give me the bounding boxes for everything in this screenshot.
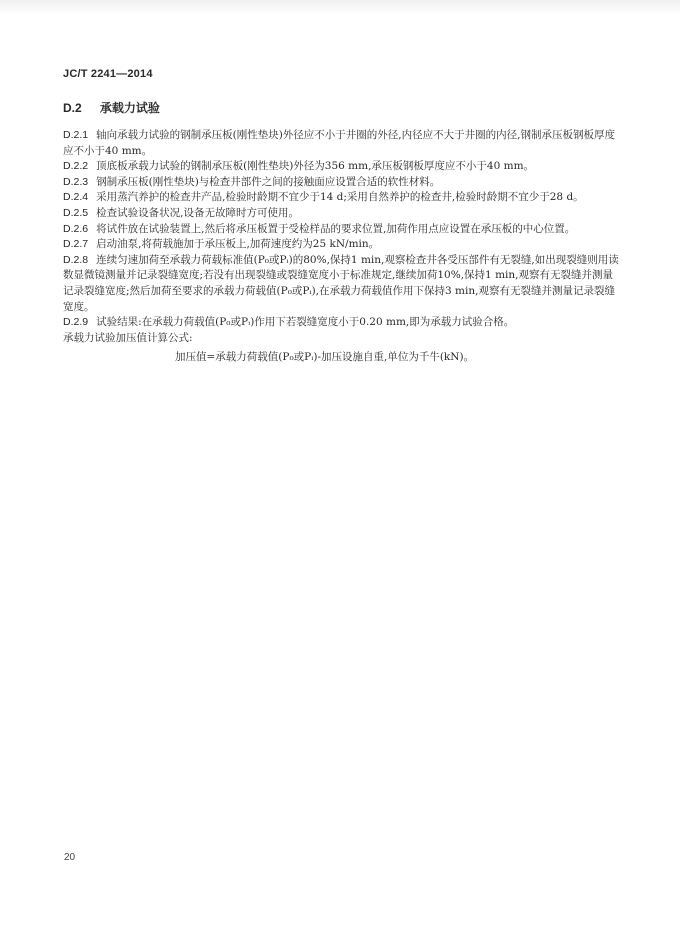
scan-edge-shadow bbox=[0, 0, 680, 14]
section-title: 承载力试验 bbox=[99, 101, 160, 115]
load-formula: 加压值=承载力荷载值(P₀或Pᵢ)-加压设施自重,单位为千牛(kN)。 bbox=[175, 351, 475, 364]
clause-number: D.2.9 bbox=[63, 316, 89, 329]
clause-text: 钢制承压板(刚性垫块)与检查井部件之间的接触面应设置合适的软性材料。 bbox=[96, 175, 441, 188]
clause-number: D.2.8 bbox=[63, 253, 89, 266]
clause-text: 轴向承载力试验的钢制承压板(刚性垫块)外径应不小于井圈的外径,内径应不大于井圈的内径,钢制承压板钢板厚度应不小于40 mm。 bbox=[63, 129, 615, 157]
page-number: 20 bbox=[64, 852, 76, 863]
clause-d-2-5 bbox=[63, 206, 623, 222]
section-number: D.2 bbox=[63, 101, 82, 115]
clause-d-2-7 bbox=[63, 237, 623, 253]
clause-d-2-3 bbox=[63, 175, 623, 191]
clause-d-2-4 bbox=[63, 190, 623, 206]
clause-number: D.2.4 bbox=[63, 191, 89, 204]
clause-d-2-1 bbox=[63, 128, 623, 159]
calc-formula-label: 承载力试验加压值计算公式: bbox=[63, 331, 193, 344]
section-heading bbox=[63, 99, 160, 116]
clause-number: D.2.6 bbox=[63, 222, 89, 235]
clause-d-2-8 bbox=[63, 253, 623, 315]
clause-text: 顶底板承载力试验的钢制承压板(刚性垫块)外径为356 mm,承压板钢板厚度应不小于40 mm。 bbox=[96, 160, 535, 173]
clause-text: 采用蒸汽养护的检查井产品,检验时龄期不宜少于14 d;采用自然养护的检查井,检验时龄期不宜少于28 d。 bbox=[96, 191, 584, 204]
clause-number: D.2.7 bbox=[63, 238, 89, 251]
clause-text: 将试件放在试验装置上,然后将承压板置于受检样品的要求位置,加荷作用点应设置在承压板的中心位置。 bbox=[96, 222, 576, 235]
clause-text: 检查试验设备状况,设备无故障时方可使用。 bbox=[96, 206, 299, 219]
clause-number: D.2.1 bbox=[63, 129, 89, 141]
standard-code-header: JC/T 2241—2014 bbox=[63, 68, 153, 80]
clause-d-2-6 bbox=[63, 222, 623, 238]
clause-text: 启动油泵,将荷载施加于承压板上,加荷速度约为25 kN/min。 bbox=[96, 238, 380, 251]
clause-number: D.2.2 bbox=[63, 160, 89, 173]
clause-d-2-9 bbox=[63, 315, 623, 331]
clause-list bbox=[63, 128, 623, 366]
clause-text: 连续匀速加荷至承载力荷载标准值(P₀或Pᵢ)的80%,保持1 min,观察检查井各受压部件有无裂缝,如出现裂缝则用读数显微镜测量并记录裂缝宽度;若没有出现裂缝或裂缝宽度小于标准规定,继续加荷10%,保持1 min,观察有无裂缝并测量记录裂缝宽度;然后加荷至要求的承载力荷载值(P₀或Pᵢ),在承载力荷载值作用下保持3 min,观察有无裂缝并测量记录裂缝宽度。 bbox=[63, 253, 619, 313]
clause-d-2-2 bbox=[63, 159, 623, 175]
clause-number: D.2.5 bbox=[63, 206, 89, 219]
clause-number: D.2.3 bbox=[63, 175, 89, 188]
clause-text: 试验结果:在承载力荷载值(P₀或Pᵢ)作用下若裂缝宽度小于0.20 mm,即为承载力试验合格。 bbox=[96, 316, 515, 329]
